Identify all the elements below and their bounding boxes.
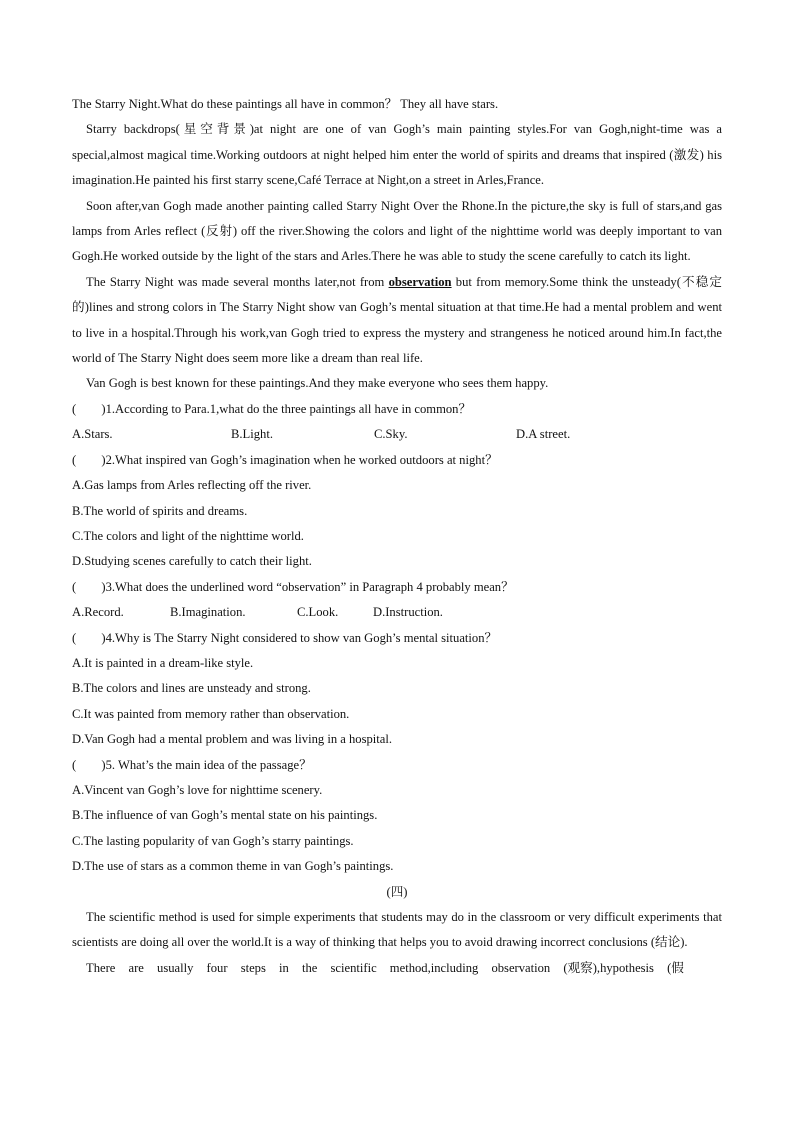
option: A.Gas lamps from Arles reflecting off the river. [72, 478, 312, 493]
option: B.Imagination. [170, 605, 246, 620]
passage-paragraph-4: Van Gogh is best known for these paintings.And they make everyone who sees them happy. [86, 376, 549, 391]
option: A.It is painted in a dream-like style. [72, 655, 254, 670]
passage-paragraph-3 [72, 270, 722, 372]
option: D.The use of stars as a common theme in van Gogh’s paintings. [72, 859, 394, 874]
passage-paragraph-0: The Starry Night.What do these paintings all have in common？ They all have stars. [72, 97, 499, 111]
option: B.The influence of van Gogh’s mental state on his paintings. [72, 808, 378, 823]
question-stem: ( )4.Why is The Starry Night considered to show van Gogh’s mental situation？ [72, 630, 498, 645]
options-row [72, 422, 722, 447]
option: D.Instruction. [373, 605, 443, 620]
section4-paragraph-2: There are usually four steps in the scientific method,including observation (观察),hypothesis (假 [86, 960, 684, 975]
paragraph-text: but from memory.Some think the unsteady(不稳定的)lines and strong colors in The Starry Night show van Gogh’s mental situation at that time.He had a mental problem and went to live in a hospital.Through his work,van Gogh tried to express the mystery and strangeness he noticed around him.In fact,the world of The Starry Night does seem more like a dream than real life. [72, 274, 723, 366]
option: A.Record. [72, 605, 124, 620]
document-page [72, 92, 722, 981]
option: C.Sky. [374, 427, 408, 442]
option: A.Stars. [72, 427, 113, 442]
question-stem: ( )5. What’s the main idea of the passage？ [72, 757, 312, 772]
option: D.Studying scenes carefully to catch their light. [72, 554, 312, 569]
section-heading: (四) [386, 884, 408, 899]
option: C.It was painted from memory rather than observation. [72, 706, 350, 721]
question-stem: ( )1.According to Para.1,what do the three paintings all have in common？ [72, 401, 472, 416]
option: A.Vincent van Gogh’s love for nighttime scenery. [72, 782, 323, 797]
option: B.Light. [231, 427, 273, 442]
question-stem: ( )2.What inspired van Gogh’s imagination when he worked outdoors at night？ [72, 452, 498, 467]
option: C.The colors and light of the nighttime world. [72, 528, 304, 543]
option: B.The world of spirits and dreams. [72, 503, 248, 518]
option: B.The colors and lines are unsteady and strong. [72, 681, 311, 696]
paragraph-text: The Starry Night was made several months later,not from [86, 274, 389, 289]
option: C.Look. [297, 605, 339, 620]
option: D.Van Gogh had a mental problem and was living in a hospital. [72, 732, 393, 747]
options-row [72, 600, 722, 625]
underlined-word: observation [388, 274, 452, 289]
question-stem: ( )3.What does the underlined word “observation” in Paragraph 4 probably mean？ [72, 579, 514, 594]
section4-paragraph-1: The scientific method is used for simple experiments that students may do in the classroom or very difficult experiments that scientists are doing all over the world.It is a way of thinking that helps you to avoid drawing incorrect conclusions (结论). [72, 910, 722, 950]
passage-paragraph-1: Starry backdrops(星空背景)at night are one of van Gogh’s main painting styles.For van Gogh,night-time was a special,almost magical time.Working outdoors at night helped him enter the world of spirits and dreams that inspired (激发) his imagination.He painted his first starry scene,Café Terrace at Night,on a street in Arles,France. [72, 122, 722, 188]
passage-paragraph-2: Soon after,van Gogh made another painting called Starry Night Over the Rhone.In the picture,the sky is full of stars,and gas lamps from Arles reflect (反射) off the river.Showing the colors and light of the nighttime world was deeply important to van Gogh.He worked outside by the light of the stars and Arles.There he was able to study the scene carefully to catch its light. [72, 198, 722, 264]
option: D.A street. [516, 427, 571, 442]
option: C.The lasting popularity of van Gogh’s starry paintings. [72, 833, 354, 848]
